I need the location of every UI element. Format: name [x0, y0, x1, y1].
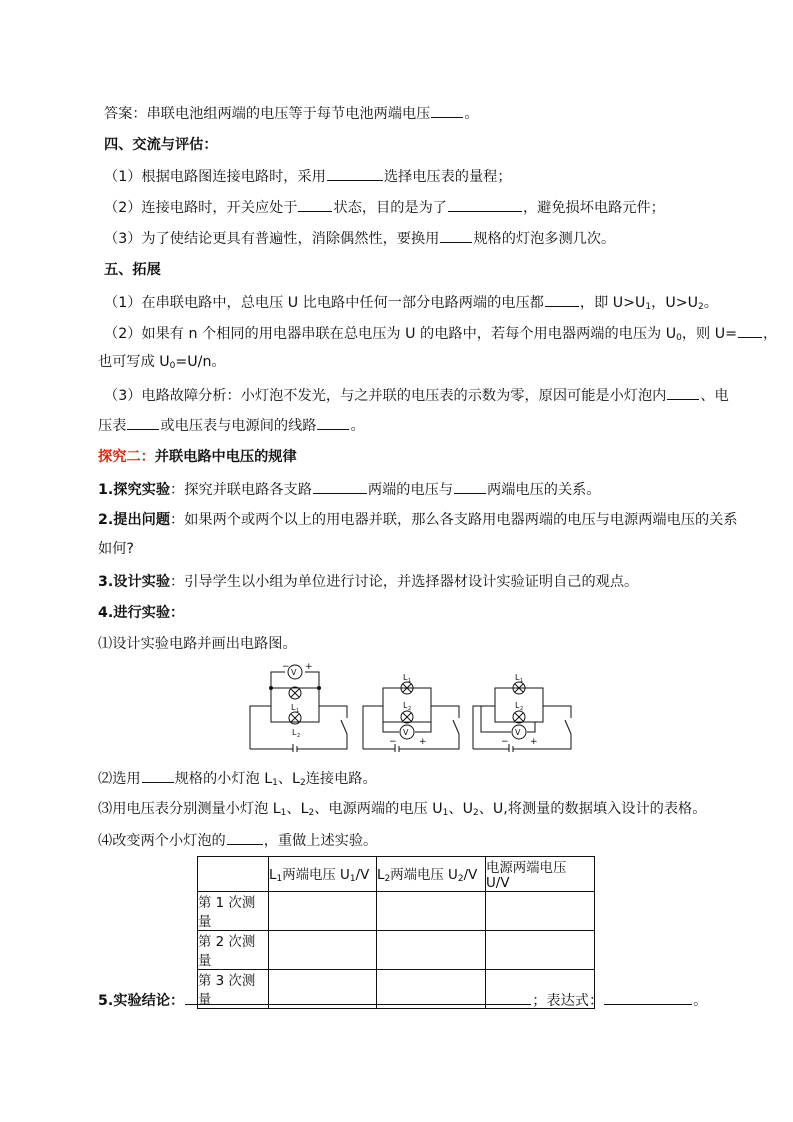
- lamp2-label: L: [292, 728, 297, 737]
- text: 两端电压的关系。: [487, 482, 601, 498]
- plus-sign: +: [530, 737, 538, 747]
- text: （1）在串联电路中，总电压 U 比电路中任何一部分电路两端的电压都: [104, 295, 544, 311]
- lamp2-sub: 2: [520, 706, 524, 712]
- text: 、L: [286, 801, 309, 817]
- lamp2-sub: 2: [297, 733, 301, 739]
- table-row: [198, 931, 595, 970]
- text: 5.实验结论: [98, 993, 171, 1009]
- blank[interactable]: [298, 197, 332, 212]
- circuit-diagrams: [245, 660, 590, 752]
- text: 、电: [700, 388, 729, 404]
- text: 3.设计实验: [98, 574, 171, 590]
- row-label: 第 3 次测量: [198, 970, 269, 1009]
- lamp1-sub: 1: [408, 678, 412, 684]
- text: 也可写成 U: [98, 354, 170, 370]
- blank[interactable]: [185, 990, 531, 1005]
- text: ：: [170, 993, 185, 1009]
- text: ，避免损坏电路元件；: [522, 200, 665, 216]
- section4-item1: [104, 166, 512, 187]
- explore2-p2: [98, 510, 738, 530]
- circuit-labels: [282, 662, 538, 747]
- explore2-s2: [98, 768, 377, 793]
- text: 、U: [448, 801, 473, 817]
- subscript: 1: [276, 874, 283, 884]
- table-header-empty: [198, 857, 269, 892]
- text: ，重做上述实验。: [263, 833, 378, 849]
- explore2-p3: [98, 572, 638, 592]
- explore2-label: 探究二：: [98, 449, 155, 465]
- blank[interactable]: [604, 990, 692, 1005]
- text: 1.探究实验: [98, 482, 171, 498]
- lamp2-sub: 2: [408, 706, 412, 712]
- text: 。: [703, 295, 718, 311]
- text: 连接电路。: [305, 771, 377, 787]
- text: 。: [693, 993, 708, 1009]
- subscript: 1: [280, 808, 287, 818]
- text: 两端电压 U: [390, 868, 458, 883]
- lamp2-label: L: [515, 701, 520, 710]
- explore2-s4: [98, 830, 377, 851]
- text: ，U>U: [651, 295, 699, 311]
- text: 2.提出问题: [98, 512, 171, 528]
- lamp1-sub: 1: [520, 678, 524, 684]
- minus-sign: −: [501, 737, 509, 747]
- table-cell[interactable]: [377, 892, 486, 931]
- text: 两端的电压与: [367, 482, 454, 498]
- text: /V: [355, 868, 370, 883]
- minus-sign: −: [282, 662, 290, 672]
- answer-line: [104, 103, 479, 124]
- explore2-title: 并联电路中电压的规律: [154, 449, 297, 465]
- explore2-p5: [98, 990, 707, 1011]
- subscript: 2: [299, 778, 306, 788]
- section4-item3: [104, 228, 615, 249]
- plus-sign: +: [419, 737, 427, 747]
- text: 规格的灯泡多测几次。: [473, 231, 616, 247]
- blank[interactable]: [313, 479, 367, 494]
- text: 两端电压 U: [282, 868, 350, 883]
- table-header-l1: [269, 857, 377, 892]
- text: 规格的小灯泡 L: [174, 771, 273, 787]
- blank[interactable]: [738, 323, 762, 338]
- plus-sign: +: [305, 662, 313, 672]
- lamp1-label: L: [403, 673, 408, 682]
- text: ；表达式：: [532, 993, 604, 1009]
- text: 、L: [277, 771, 300, 787]
- subscript: 2: [308, 808, 315, 818]
- section5-item2-line2: [98, 352, 226, 376]
- minus-sign: −: [389, 737, 397, 747]
- lamp1-sub: 1: [296, 708, 300, 714]
- circuit-3: [473, 682, 571, 752]
- blank[interactable]: [127, 415, 159, 430]
- text: ，则 U=: [681, 326, 737, 342]
- text: ⑵选用: [98, 771, 141, 787]
- text: ⑶用电压表分别测量小灯泡 L: [98, 801, 281, 817]
- section5-title: 五、拓展: [104, 262, 161, 278]
- table-header-source: 电源两端电压 U/V: [486, 857, 595, 892]
- text: 。: [350, 418, 365, 434]
- explore2-s1: ⑴设计实验电路并画出电路图。: [98, 636, 297, 652]
- text: （3）电路故障分析：小灯泡不发光，与之并联的电压表的示数为零，原因可能是小灯泡内: [104, 388, 667, 404]
- text: ：: [170, 605, 185, 621]
- blank[interactable]: [431, 103, 463, 118]
- text: 4.进行实验: [98, 605, 171, 621]
- text: /V: [463, 868, 478, 883]
- blank[interactable]: [440, 228, 472, 243]
- blank[interactable]: [667, 385, 699, 400]
- answer-text: 答案：串联电池组两端的电压等于每节电池两端电压: [104, 106, 431, 122]
- explore2-heading: [98, 447, 297, 467]
- text: L: [269, 868, 277, 883]
- subscript: 1: [645, 302, 652, 312]
- row-label: 第 2 次测量: [198, 931, 269, 970]
- section5-item2: [104, 323, 777, 348]
- voltmeter-label: V: [403, 728, 409, 737]
- circuit-2: [363, 682, 459, 752]
- text: 、U,将测量的数据填入设计的表格。: [478, 801, 707, 817]
- text: 压表: [98, 418, 127, 434]
- subscript: 2: [698, 302, 704, 312]
- answer-suffix: 。: [464, 106, 479, 122]
- text: L: [377, 868, 385, 883]
- subscript: 2: [472, 808, 479, 818]
- text: 或电压表与电源间的线路: [160, 418, 317, 434]
- section5-item3: [104, 385, 729, 406]
- lamp1-label: L: [291, 703, 296, 712]
- explore2-p2-line2: 如何?: [98, 541, 134, 557]
- subscript: 0: [169, 361, 176, 371]
- section5-item3-line2: [98, 415, 365, 436]
- subscript: 1: [349, 874, 356, 884]
- table-cell[interactable]: [269, 892, 377, 931]
- subscript: 2: [384, 874, 391, 884]
- table-cell[interactable]: [377, 931, 486, 970]
- text: ，即 U>U: [579, 295, 646, 311]
- voltmeter-label: V: [291, 668, 297, 677]
- section4-title: 四、交流与评估：: [104, 137, 218, 153]
- explore2-s3: [98, 799, 706, 823]
- blank[interactable]: [227, 830, 263, 845]
- subscript: 0: [676, 333, 682, 343]
- blank[interactable]: [448, 197, 522, 212]
- explore2-p4: [98, 603, 184, 623]
- blank[interactable]: [142, 768, 174, 783]
- section4-item2: [104, 197, 665, 218]
- text: （1）根据电路图连接电路时，采用: [104, 169, 326, 185]
- subscript: 1: [442, 808, 449, 818]
- text: ：引导学生以小组为单位进行讨论，并选择器材设计实验证明自己的观点。: [170, 574, 639, 590]
- text: ⑷改变两个小灯泡的: [98, 833, 226, 849]
- measurement-table: [197, 856, 595, 1009]
- table-header-row: [198, 857, 595, 892]
- blank[interactable]: [327, 166, 383, 181]
- voltmeter-label: V: [515, 728, 521, 737]
- text: ：如果两个或两个以上的用电器并联，那么各支路用电器两端的电压与电源两端电压的关系: [170, 512, 738, 528]
- explore2-p1: [98, 479, 601, 500]
- blank[interactable]: [454, 479, 486, 494]
- subscript: 1: [272, 778, 278, 788]
- row-label: 第 1 次测量: [198, 892, 269, 931]
- text: =U/n。: [175, 354, 226, 370]
- table-cell[interactable]: [269, 931, 377, 970]
- text: 、电源两端的电压 U: [314, 801, 443, 817]
- text: 状态，目的是为了: [333, 200, 447, 216]
- text: ，: [763, 326, 778, 342]
- table-cell[interactable]: [486, 892, 595, 931]
- table-row: [198, 892, 595, 931]
- lamp2-label: L: [403, 701, 408, 710]
- table-header-l2: [377, 857, 486, 892]
- subscript: 2: [457, 874, 464, 884]
- section5-item1: [104, 292, 718, 317]
- text: （3）为了使结论更具有普遍性，消除偶然性，要换用: [104, 231, 440, 247]
- table-cell[interactable]: [486, 931, 595, 970]
- lamp1-label: L: [515, 673, 520, 682]
- text: （2）如果有 n 个相同的用电器串联在总电压为 U 的电路中，若每个用电器两端的电压为 U: [104, 326, 677, 342]
- blank[interactable]: [545, 292, 579, 307]
- text: 选择电压表的量程；: [383, 169, 512, 185]
- blank[interactable]: [317, 415, 349, 430]
- text: （2）连接电路时，开关应处于: [104, 200, 298, 216]
- text: ：探究并联电路各支路: [170, 482, 312, 498]
